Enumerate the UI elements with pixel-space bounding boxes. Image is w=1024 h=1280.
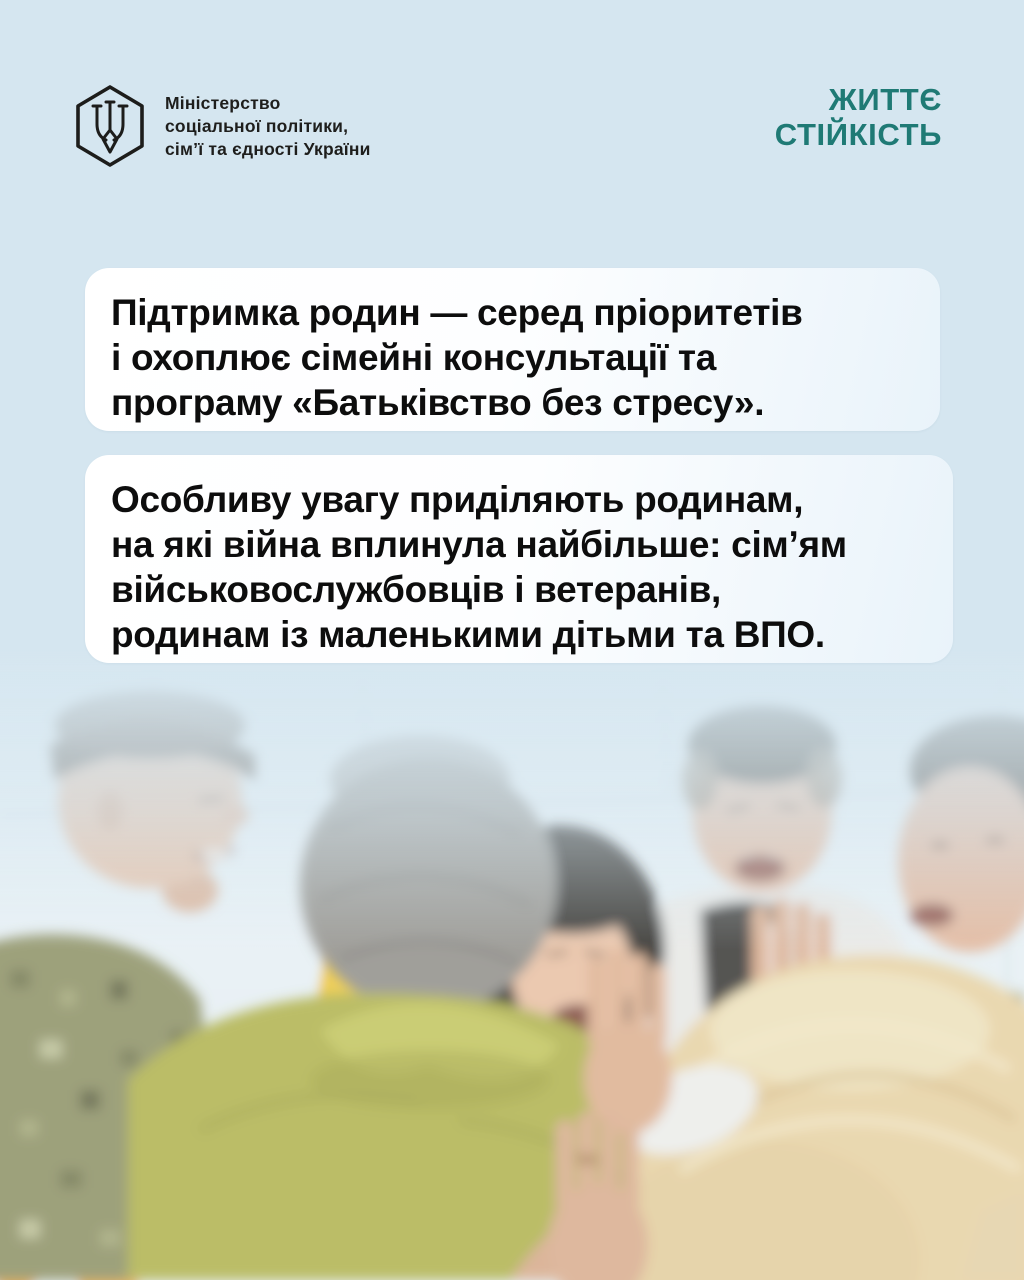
group-photo — [0, 650, 1024, 1280]
zhyttestiikist-wordmark — [775, 82, 942, 152]
card-text-line: на які війна вплинула найбільше: сім’ям — [111, 524, 847, 565]
text-card-support — [85, 268, 940, 431]
group-photo-illustration — [0, 650, 1024, 1280]
photo-top-fade — [0, 650, 1024, 950]
wordmark-line-2: СТІЙКІСТЬ — [774, 117, 942, 152]
ministry-name-line: соціальної політики, — [165, 115, 349, 136]
text-card-attention — [85, 455, 953, 663]
wordmark-line-1: ЖИТТЄ — [828, 82, 942, 117]
trident-hexagon-icon — [72, 84, 148, 168]
card-text-line: військовослужбовців і ветеранів, — [111, 569, 722, 610]
ministry-brand — [72, 84, 371, 168]
ministry-name-line: Міністерство — [165, 92, 281, 113]
card-text-line: і охоплює сімейні консультації та — [111, 337, 716, 378]
card-text-line: родинам із маленькими дітьми та ВПО. — [111, 614, 825, 655]
card-text-line: програму «Батьківство без стресу». — [111, 382, 765, 423]
card-text-line: Підтримка родин — серед пріоритетів — [111, 292, 803, 333]
card-text-line: Особливу увагу приділяють родинам, — [111, 479, 804, 520]
ministry-name — [165, 92, 371, 161]
ministry-name-line: сім’ї та єдності України — [165, 138, 371, 159]
